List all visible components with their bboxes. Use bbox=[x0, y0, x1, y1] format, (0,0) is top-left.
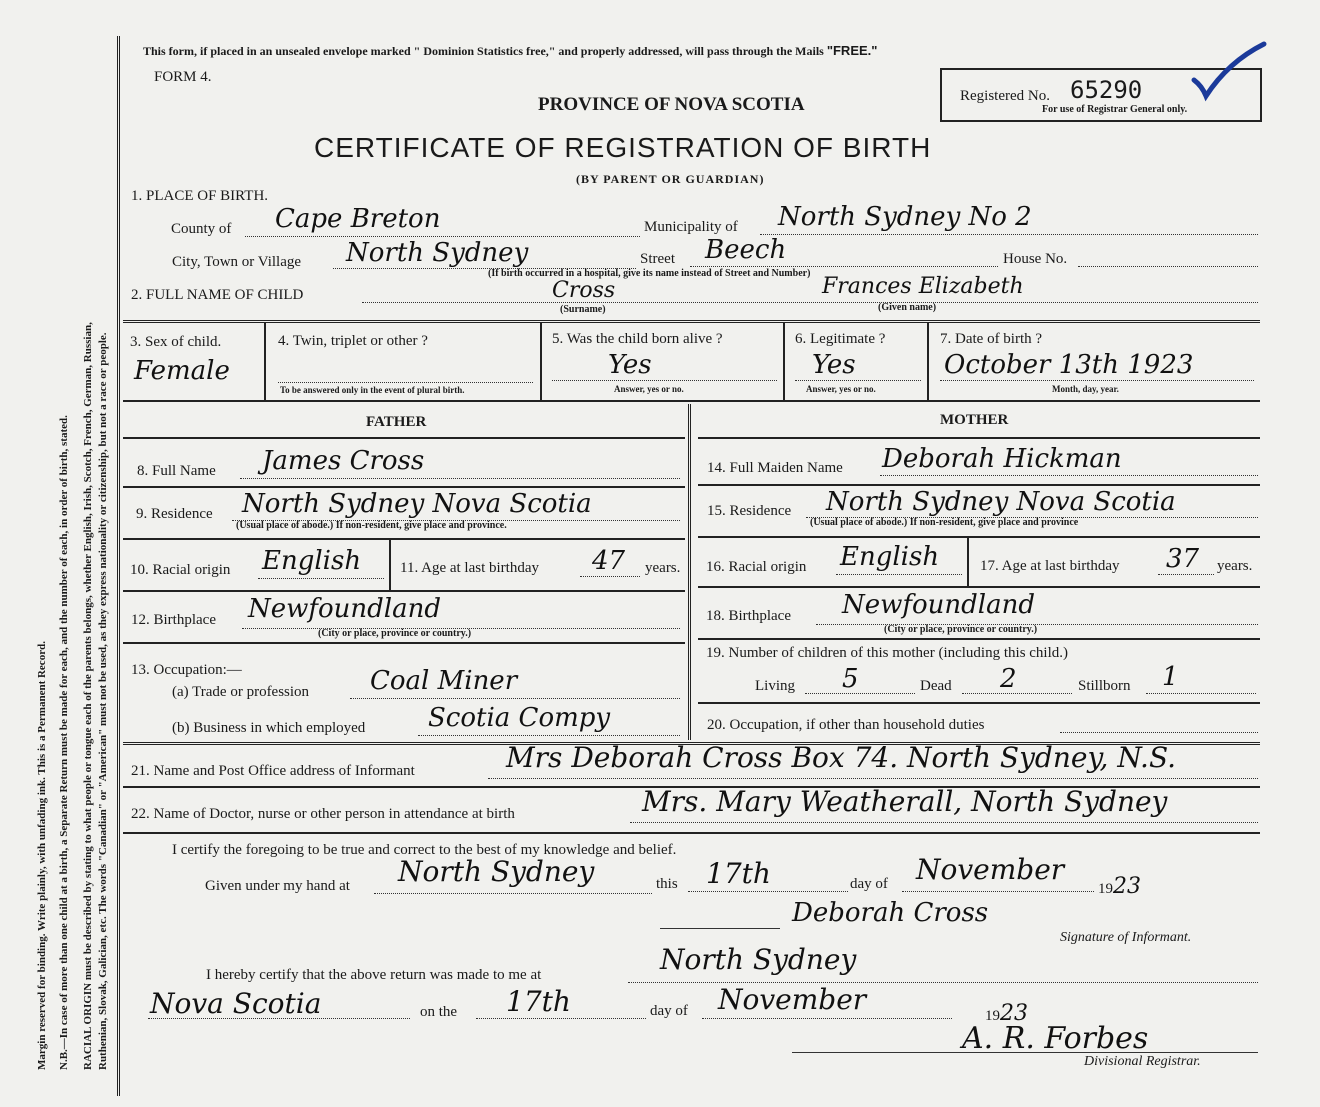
place-heading: 1. PLACE OF BIRTH. bbox=[131, 188, 269, 204]
informant-value: Mrs Deborah Cross Box 74. North Sydney, N.S. bbox=[506, 741, 1177, 774]
hospital-note: (If birth occurred in a hospital, give its name instead of Street and Number) bbox=[488, 268, 811, 279]
registered-value: 65290 bbox=[1070, 76, 1143, 104]
margin-note-racial-2: Ruthenian, Slovak, Galician, etc. The words "Canadian" or "American" must not be used, as they express nationality or citizenship, but not a race or people. bbox=[97, 332, 109, 1070]
certify-place: North Sydney bbox=[398, 855, 595, 888]
document-title: CERTIFICATE OF REGISTRATION OF BIRTH bbox=[314, 132, 932, 163]
father-years: years. bbox=[645, 560, 681, 576]
registrar-day: 17th bbox=[506, 985, 571, 1018]
dead-value: 2 bbox=[1000, 664, 1017, 694]
given-label: Given under my hand at bbox=[205, 878, 350, 894]
certify-day: 17th bbox=[706, 857, 771, 890]
certify-text: I certify the foregoing to be true and correct to the best of my knowledge and belief. bbox=[172, 842, 677, 858]
registrar-place: North Sydney bbox=[660, 943, 857, 976]
legit-value: Yes bbox=[812, 350, 856, 380]
mother-heading: MOTHER bbox=[940, 412, 1009, 428]
registrar-text: I hereby certify that the above return was made to me at bbox=[206, 967, 542, 983]
trade-label: (a) Trade or profession bbox=[172, 684, 310, 700]
father-race: English bbox=[262, 546, 362, 576]
alive-label: 5. Was the child born alive ? bbox=[552, 331, 723, 347]
registrar-signature: A. R. Forbes bbox=[962, 1021, 1149, 1056]
informant-sig-label: Signature of Informant. bbox=[1060, 930, 1192, 945]
given-note: (Given name) bbox=[878, 302, 937, 313]
father-res-note: (Usual place of abode.) If non-resident, give place and province. bbox=[236, 520, 507, 531]
twin-label: 4. Twin, triplet or other ? bbox=[278, 333, 428, 349]
child-name-label: 2. FULL NAME OF CHILD bbox=[131, 287, 304, 303]
children-label: 19. Number of children of this mother (including this child.) bbox=[706, 645, 1069, 661]
registrar-month: November bbox=[718, 983, 867, 1016]
registrar-dayof-label: day of bbox=[650, 1003, 688, 1019]
year-suffix: 23 bbox=[1113, 874, 1141, 899]
business-label: (b) Business in which employed bbox=[172, 720, 366, 736]
document-subtitle: (BY PARENT OR GUARDIAN) bbox=[576, 172, 765, 186]
dead-label: Dead bbox=[920, 678, 952, 694]
doctor-value: Mrs. Mary Weatherall, North Sydney bbox=[642, 785, 1168, 818]
checkmark-icon bbox=[1188, 40, 1268, 102]
father-heading: FATHER bbox=[366, 414, 427, 430]
alive-value: Yes bbox=[608, 350, 652, 380]
town-value: North Sydney bbox=[346, 238, 529, 268]
mother-name: Deborah Hickman bbox=[882, 444, 1122, 474]
municipality-value: North Sydney No 2 bbox=[778, 202, 1032, 232]
mother-res-label: 15. Residence bbox=[707, 503, 792, 519]
sex-value: Female bbox=[134, 356, 230, 386]
onthe-label: on the bbox=[420, 1004, 458, 1020]
dob-note: Month, day, year. bbox=[1052, 384, 1119, 394]
margin-note-racial-1: RACIAL ORIGIN must be described by stating to what people or tongue each of the parents belongs, whether English, Irish, Scotch, French, German, Russian, bbox=[82, 322, 94, 1070]
registrar-province: Nova Scotia bbox=[150, 987, 322, 1020]
father-name: James Cross bbox=[262, 446, 425, 476]
mother-birthplace: Newfoundland bbox=[842, 590, 1036, 620]
mother-res-note: (Usual place of abode.) If non-resident, give place and province bbox=[810, 517, 1079, 528]
surname-note: (Surname) bbox=[560, 304, 606, 315]
mother-occupation-label: 20. Occupation, if other than household duties bbox=[707, 717, 985, 733]
mail-free: "FREE." bbox=[826, 43, 878, 58]
mother-name-label: 14. Full Maiden Name bbox=[707, 460, 843, 476]
father-race-label: 10. Racial origin bbox=[130, 562, 231, 578]
year-prefix: 19 bbox=[1098, 881, 1113, 897]
stillborn-label: Stillborn bbox=[1078, 678, 1131, 694]
child-surname: Cross bbox=[552, 278, 616, 303]
town-label: City, Town or Village bbox=[172, 254, 302, 270]
legit-note: Answer, yes or no. bbox=[806, 384, 876, 394]
dayof-label: day of bbox=[850, 876, 888, 892]
father-residence: North Sydney Nova Scotia bbox=[242, 489, 592, 519]
stillborn-value: 1 bbox=[1162, 662, 1179, 692]
province-heading: PROVINCE OF NOVA SCOTIA bbox=[538, 94, 805, 115]
registered-label: Registered No. bbox=[960, 88, 1050, 104]
father-age-label: 11. Age at last birthday bbox=[400, 560, 539, 576]
form-number: FORM 4. bbox=[154, 69, 212, 85]
father-bp-note: (City or place, province or country.) bbox=[318, 628, 472, 639]
margin-note-binding: Margin reserved for binding. Write plainly, with unfading ink. This is a Permanent Record. bbox=[36, 641, 48, 1070]
registrar-note: For use of Registrar General only. bbox=[1042, 104, 1188, 115]
mail-note bbox=[143, 43, 877, 59]
street-value: Beech bbox=[705, 235, 787, 265]
mother-residence: North Sydney Nova Scotia bbox=[826, 487, 1176, 517]
legit-label: 6. Legitimate ? bbox=[795, 331, 886, 347]
living-value: 5 bbox=[842, 664, 859, 694]
alive-note: Answer, yes or no. bbox=[614, 384, 684, 394]
mother-age: 37 bbox=[1166, 544, 1200, 574]
dob-value: October 13th 1923 bbox=[944, 350, 1194, 380]
father-birthplace: Newfoundland bbox=[248, 594, 442, 624]
mother-race: English bbox=[840, 542, 940, 572]
mother-race-label: 16. Racial origin bbox=[706, 559, 807, 575]
mail-note-text: This form, if placed in an unsealed envelope marked " Dominion Statistics free," and properly addressed, will pass through the Mails bbox=[143, 44, 824, 58]
county-label: County of bbox=[171, 221, 232, 237]
father-res-label: 9. Residence bbox=[136, 506, 213, 522]
occupation-label: 13. Occupation:— bbox=[131, 662, 242, 678]
certify-year bbox=[1098, 876, 1141, 898]
registrar-year-prefix: 19 bbox=[985, 1008, 1000, 1024]
twin-note: To be answered only in the event of plural birth. bbox=[280, 385, 465, 395]
informant-label: 21. Name and Post Office address of Informant bbox=[131, 763, 415, 779]
dob-label: 7. Date of birth ? bbox=[940, 331, 1043, 347]
street-label: Street bbox=[640, 251, 675, 267]
doctor-label: 22. Name of Doctor, nurse or other person in attendance at birth bbox=[131, 806, 515, 822]
margin-note-nb: N.B.—In case of more than one child at a birth, a Separate Return must be made for each, and the number of each, in order of birth, stated. bbox=[58, 415, 70, 1070]
business-value: Scotia Compy bbox=[428, 703, 611, 733]
this-label: this bbox=[656, 876, 678, 892]
father-age: 47 bbox=[592, 546, 626, 576]
mother-years: years. bbox=[1217, 558, 1253, 574]
sex-label: 3. Sex of child. bbox=[130, 334, 222, 350]
registrar-sig-label: Divisional Registrar. bbox=[1084, 1054, 1201, 1069]
house-label: House No. bbox=[1003, 251, 1068, 267]
certify-month: November bbox=[916, 853, 1065, 886]
county-value: Cape Breton bbox=[275, 204, 441, 234]
father-birthplace-label: 12. Birthplace bbox=[131, 612, 216, 628]
child-given-name: Frances Elizabeth bbox=[822, 274, 1024, 299]
informant-signature: Deborah Cross bbox=[792, 898, 989, 928]
registrar-year-suffix: 23 bbox=[1000, 1001, 1028, 1026]
mother-bp-note: (City or place, province or country.) bbox=[884, 624, 1038, 635]
trade-value: Coal Miner bbox=[370, 666, 518, 696]
living-label: Living bbox=[755, 678, 795, 694]
binding-rule bbox=[117, 36, 120, 1096]
mother-age-label: 17. Age at last birthday bbox=[980, 558, 1120, 574]
father-name-label: 8. Full Name bbox=[137, 463, 216, 479]
municipality-label: Municipality of bbox=[644, 219, 738, 235]
mother-birthplace-label: 18. Birthplace bbox=[706, 608, 791, 624]
